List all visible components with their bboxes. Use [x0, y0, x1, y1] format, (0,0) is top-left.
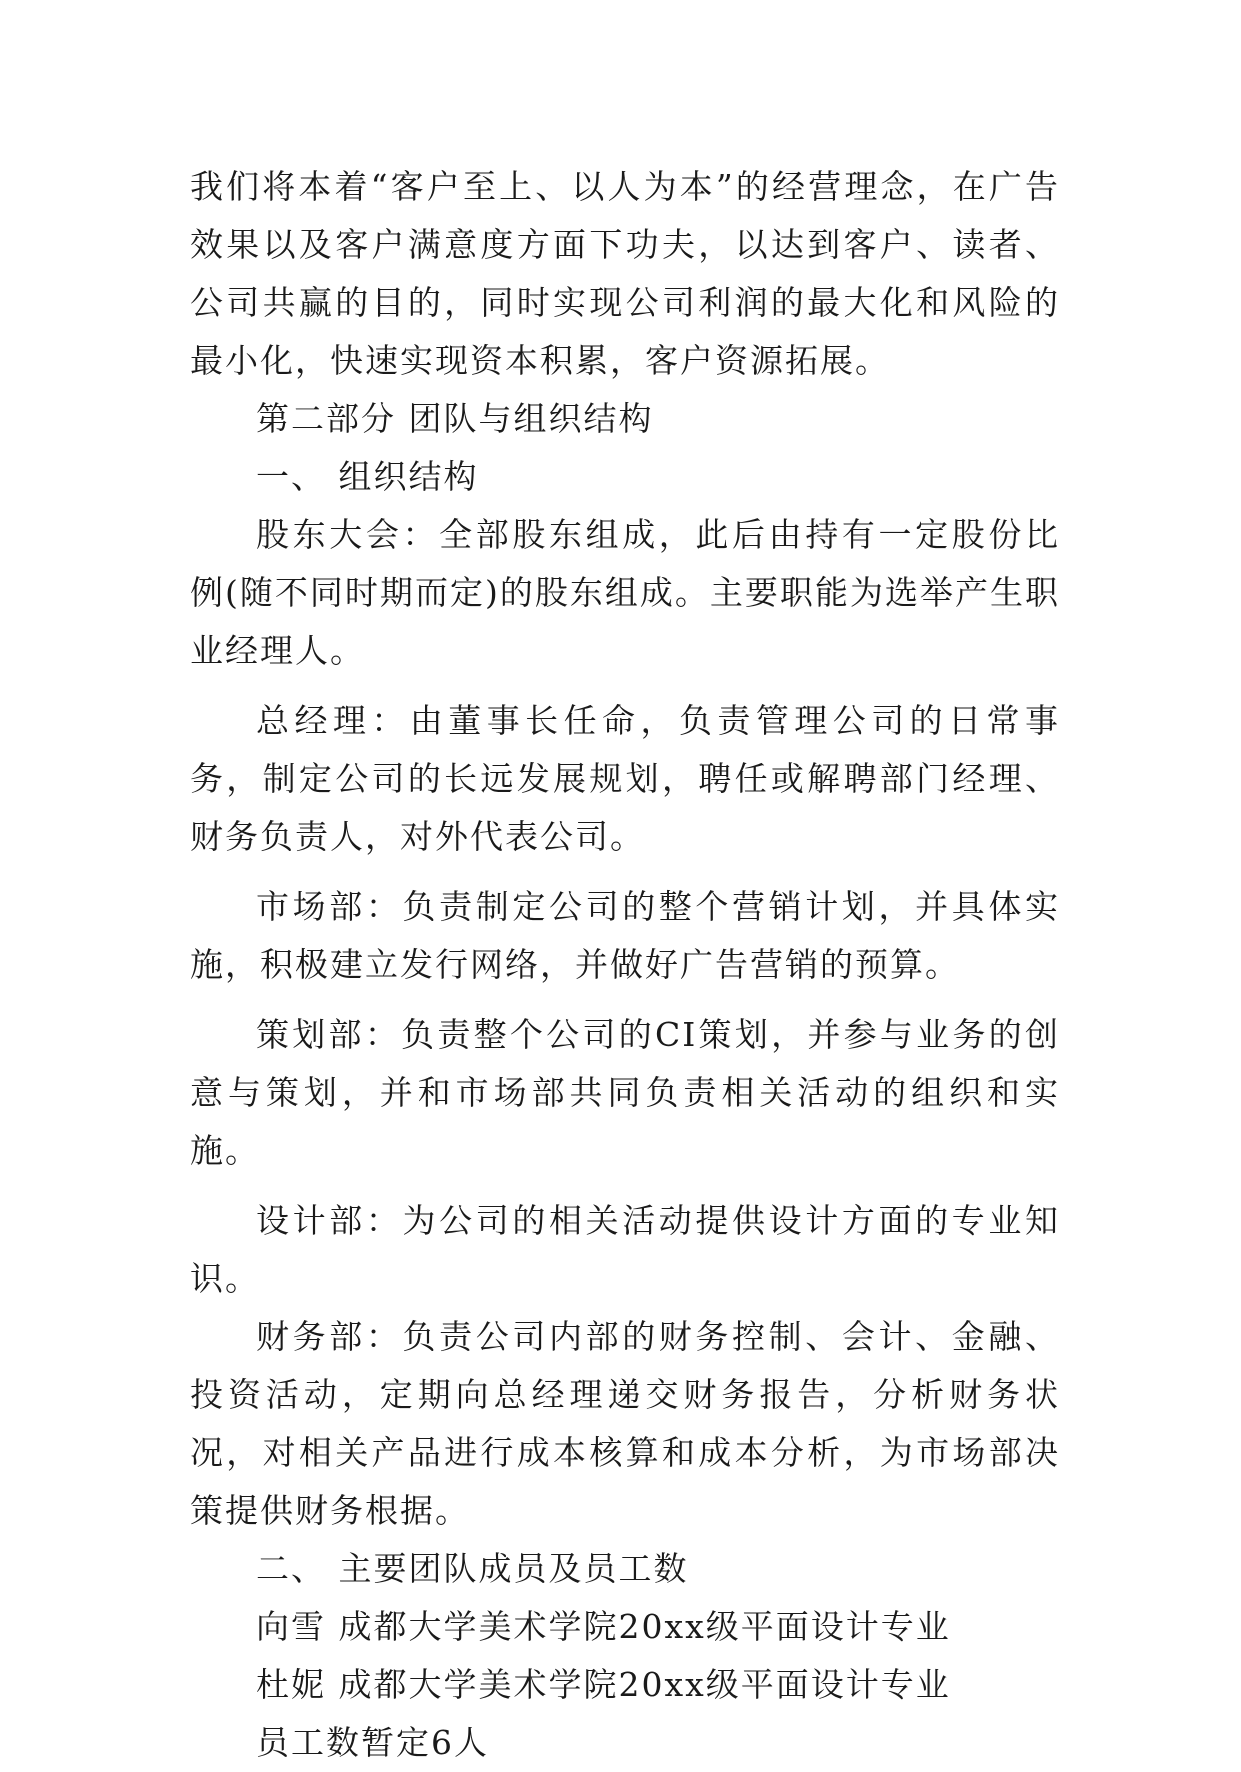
paragraph-shareholders-meeting: 股东大会：全部股东组成，此后由持有一定股份比例(随不同时期而定)的股东组成。主要职能为选举产生职业经理人。 — [190, 515, 1060, 670]
paragraph-general-manager: 总经理：由董事长任命，负责管理公司的日常事务，制定公司的长远发展规划，聘任或解聘部门经理、财务负责人，对外代表公司。 — [190, 701, 1060, 856]
paragraph-business-philosophy: 我们将本着“客户至上、以人为本”的经营理念，在广告效果以及客户满意度方面下功夫，以达到客户、读者、公司共赢的目的，同时实现公司利润的最大化和风险的最小化，快速实现资本积累，客户资源拓展。 — [190, 167, 1060, 380]
subheading-org-structure: 一、 组织结构 — [256, 457, 479, 496]
subheading-team-members: 二、 主要团队成员及员工数 — [256, 1549, 689, 1588]
paragraph-planning-dept: 策划部：负责整个公司的CI策划，并参与业务的创意与策划，并和市场部共同负责相关活动的组织和实施。 — [190, 1015, 1060, 1170]
employee-count: 员工数暂定6人 — [256, 1723, 489, 1762]
paragraph-design-dept: 设计部：为公司的相关活动提供设计方面的专业知识。 — [190, 1201, 1060, 1298]
team-member-xiangxue: 向雪 成都大学美术学院20xx级平面设计专业 — [256, 1607, 951, 1646]
paragraph-finance-dept: 财务部：负责公司内部的财务控制、会计、金融、投资活动，定期向总经理递交财务报告，分析财务状况，对相关产品进行成本核算和成本分析，为市场部决策提供财务根据。 — [190, 1317, 1060, 1530]
document-body — [190, 158, 1060, 1772]
team-member-duni: 杜妮 成都大学美术学院20xx级平面设计专业 — [256, 1665, 951, 1704]
paragraph-marketing-dept: 市场部：负责制定公司的整个营销计划，并具体实施，积极建立发行网络，并做好广告营销的预算。 — [190, 887, 1060, 984]
section-heading-team-structure: 第二部分 团队与组织结构 — [256, 399, 654, 438]
